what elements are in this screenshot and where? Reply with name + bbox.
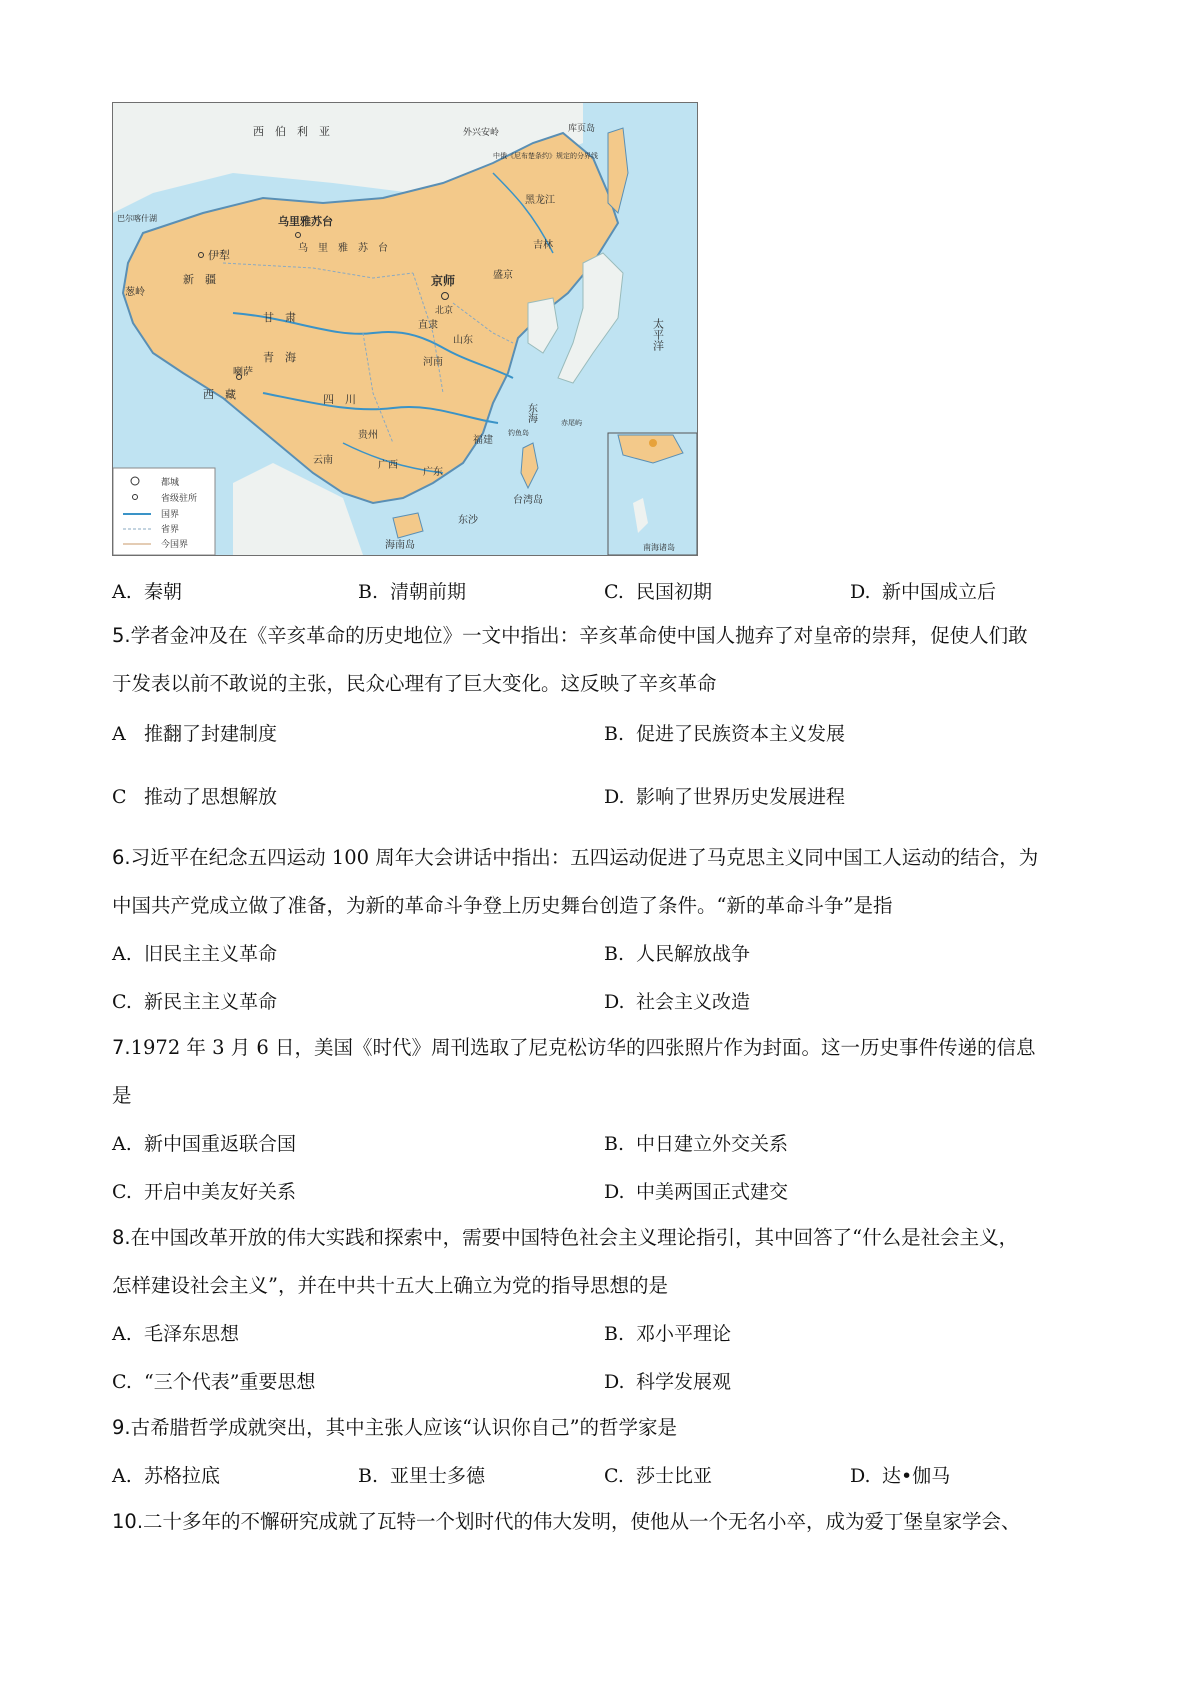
q4-option-c[interactable]: C. 民国初期 bbox=[604, 581, 713, 603]
label-qinghai: 青 海 bbox=[263, 351, 296, 364]
label-shandong: 山东 bbox=[453, 335, 473, 346]
q9-stem bbox=[112, 1404, 1102, 1452]
label-gansu: 甘 肃 bbox=[263, 311, 296, 324]
label-fujian: 福建 bbox=[473, 435, 493, 446]
q8-line-2: 怎样建设社会主义”，并在中共十五大上确立为党的指导思想的是 bbox=[112, 1274, 668, 1297]
q8-option-b[interactable]: B. 邓小平理论 bbox=[604, 1323, 732, 1345]
label-henan: 河南 bbox=[423, 357, 443, 368]
label-jingshi: 京师 bbox=[431, 274, 456, 288]
label-diaoyu: 钓鱼岛 bbox=[508, 429, 529, 437]
q6-line-2: 中国共产党成立做了准备，为新的革命斗争登上历史舞台创造了条件。“新的革命斗争”是指 bbox=[112, 894, 893, 917]
q7-option-d[interactable]: D. 中美两国正式建交 bbox=[604, 1181, 789, 1203]
qing-dynasty-map bbox=[112, 102, 698, 556]
q7-option-c[interactable]: C. 开启中美友好关系 bbox=[112, 1181, 297, 1203]
label-nanhai-box: 南海诸岛 bbox=[643, 543, 675, 552]
q7-line-2: 是 bbox=[112, 1084, 132, 1107]
q5-line-1: 5.学者金冲及在《辛亥革命的历史地位》一文中指出：辛亥革命使中国人抛弃了对皇帝的崇拜，促使人们敢 bbox=[112, 624, 1028, 647]
q7-option-a[interactable]: A. 新中国重返联合国 bbox=[112, 1133, 297, 1155]
legend-current: 今国界 bbox=[161, 540, 189, 550]
q5-option-d[interactable]: D. 影响了世界历史发展进程 bbox=[604, 786, 846, 808]
label-siberia: 西 伯 利 亚 bbox=[253, 125, 330, 138]
label-waixing: 外兴安岭 bbox=[463, 128, 500, 138]
q6-stem bbox=[112, 834, 1102, 930]
q9-option-c[interactable]: C. 莎士比亚 bbox=[604, 1465, 713, 1487]
q5-option-a[interactable]: A 推翻了封建制度 bbox=[112, 723, 278, 745]
q8-line-1: 8.在中国改革开放的伟大实践和探索中，需要中国特色社会主义理论指引，其中回答了“什么是社会主义， bbox=[112, 1226, 1019, 1249]
label-treaty: 中俄《尼布楚条约》规定的分界线 bbox=[493, 152, 598, 160]
q5-stem bbox=[112, 612, 1102, 708]
q8-option-c[interactable]: C. “三个代表”重要思想 bbox=[112, 1371, 316, 1393]
label-guangdong: 广东 bbox=[423, 467, 443, 478]
q4-option-b[interactable]: B. 清朝前期 bbox=[358, 581, 467, 603]
q5-option-b[interactable]: B. 促进了民族资本主义发展 bbox=[604, 723, 846, 745]
q6-option-b[interactable]: B. 人民解放战争 bbox=[604, 943, 751, 965]
q9-option-b[interactable]: B. 亚里士多德 bbox=[358, 1465, 486, 1487]
label-jilin: 吉林 bbox=[533, 240, 553, 251]
q7-option-b[interactable]: B. 中日建立外交关系 bbox=[604, 1133, 789, 1155]
label-uliastai: 乌里雅苏台 bbox=[278, 215, 333, 228]
label-xizang: 西 藏 bbox=[203, 388, 236, 401]
label-taiwan: 台湾岛 bbox=[513, 495, 543, 506]
map-svg bbox=[113, 103, 697, 555]
map-legend bbox=[113, 468, 215, 555]
q8-stem bbox=[112, 1214, 1102, 1310]
q8-option-a[interactable]: A. 毛泽东思想 bbox=[112, 1323, 240, 1345]
q5-option-c[interactable]: C 推动了思想解放 bbox=[112, 786, 278, 808]
label-dongsha: 东沙 bbox=[458, 515, 478, 526]
q9-option-d[interactable]: D. 达•伽马 bbox=[850, 1465, 951, 1487]
q5-line-2: 于发表以前不敢说的主张，民众心理有了巨大变化。这反映了辛亥革命 bbox=[112, 672, 717, 695]
label-donghai: 东海 bbox=[525, 403, 537, 423]
q6-line-1: 6.习近平在纪念五四运动 100 周年大会讲话中指出：五四运动促进了马克思主义同中国工人运动的结合，为 bbox=[112, 846, 1039, 869]
label-balkhash: 巴尔喀什湖 bbox=[117, 214, 157, 223]
q7-line-1: 7.1972 年 3 月 6 日，美国《时代》周刊选取了尼克松访华的四张照片作为封面。这一历史事件传递的信息 bbox=[112, 1036, 1036, 1059]
q9-option-a[interactable]: A. 苏格拉底 bbox=[112, 1465, 221, 1487]
q4-option-a[interactable]: A. 秦朝 bbox=[112, 581, 183, 603]
label-lhasa: 喇萨 bbox=[233, 367, 253, 378]
q8-option-d[interactable]: D. 科学发展观 bbox=[604, 1371, 732, 1393]
label-pacific: 太平洋 bbox=[651, 318, 665, 351]
label-heilongjiang: 黑龙江 bbox=[525, 195, 555, 206]
nanhai-inset bbox=[608, 433, 697, 555]
q10-line-1: 10.二十多年的不懈研究成就了瓦特一个划时代的伟大发明，使他从一个无名小卒，成为爱丁堡皇家学会、 bbox=[112, 1510, 1021, 1533]
label-beijing: 北京 bbox=[435, 306, 454, 316]
legend-capital: 都城 bbox=[161, 478, 180, 488]
label-uliastai-region: 乌 里 雅 苏 台 bbox=[298, 243, 388, 254]
q7-stem bbox=[112, 1024, 1102, 1120]
label-chiwei: 赤尾屿 bbox=[561, 419, 582, 427]
legend-national: 国界 bbox=[161, 510, 180, 520]
label-shengjing: 盛京 bbox=[493, 270, 513, 281]
q10-stem bbox=[112, 1498, 1102, 1546]
label-zhili: 直隶 bbox=[418, 320, 438, 331]
label-congling: 葱岭 bbox=[125, 287, 145, 298]
label-xinjiang: 新 疆 bbox=[183, 273, 216, 286]
q6-option-c[interactable]: C. 新民主主义革命 bbox=[112, 991, 278, 1013]
label-guangxi: 广西 bbox=[378, 460, 398, 471]
label-ili: 伊犁 bbox=[208, 249, 230, 262]
q9-line-1: 9.古希腊哲学成就突出，其中主张人应该“认识你自己”的哲学家是 bbox=[112, 1416, 678, 1439]
q4-option-d[interactable]: D. 新中国成立后 bbox=[850, 581, 997, 603]
label-guizhou: 贵州 bbox=[358, 430, 378, 441]
label-kuye: 库页岛 bbox=[568, 124, 596, 134]
label-sichuan: 四 川 bbox=[323, 393, 356, 406]
legend-province-seat: 省级驻所 bbox=[161, 494, 198, 504]
legend-provincial: 省界 bbox=[161, 525, 180, 535]
q6-option-d[interactable]: D. 社会主义改造 bbox=[604, 991, 751, 1013]
label-yunnan: 云南 bbox=[313, 455, 333, 466]
q6-option-a[interactable]: A. 旧民主主义革命 bbox=[112, 943, 278, 965]
label-hainan: 海南岛 bbox=[385, 540, 415, 551]
